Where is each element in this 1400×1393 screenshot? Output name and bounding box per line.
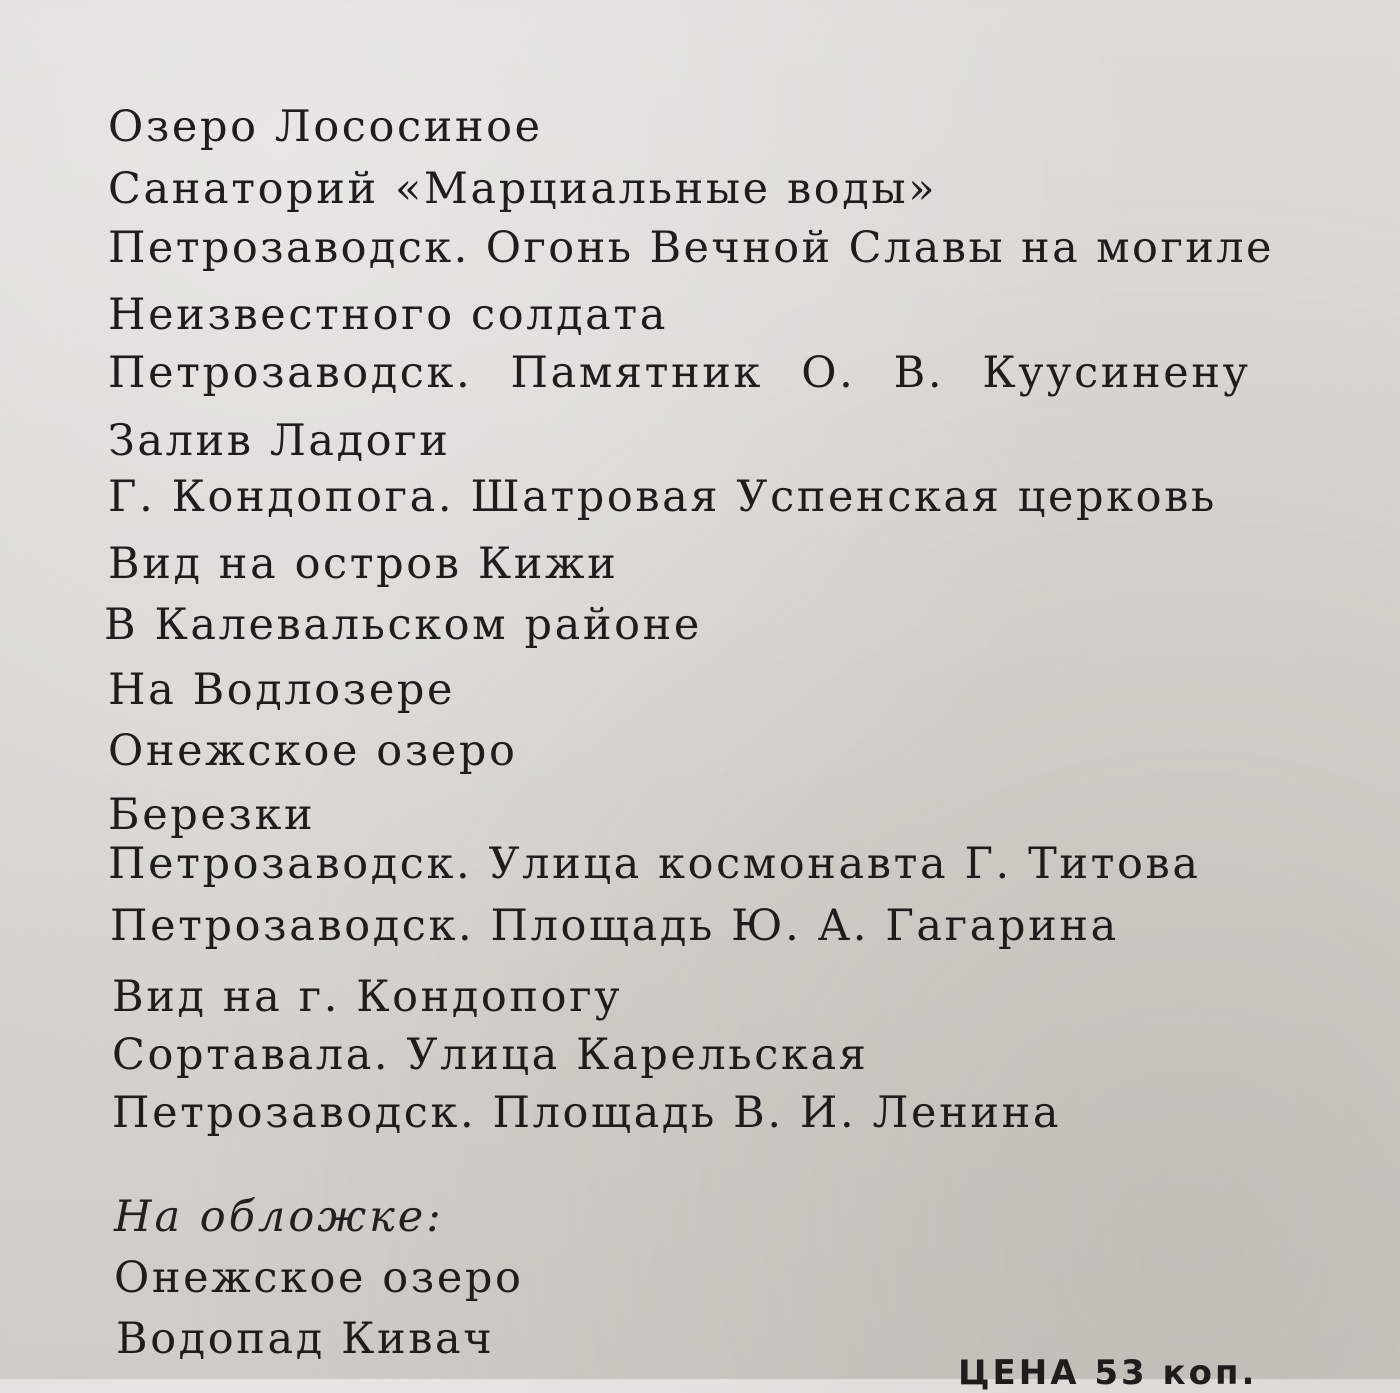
price-label: ЦЕНА 53 коп. <box>958 1353 1258 1393</box>
contents-line: Петрозаводск. Площадь Ю. А. Гагарина <box>110 901 1119 951</box>
contents-line: В Калевальском районе <box>104 600 702 650</box>
contents-line: Санаторий «Марциальные воды» <box>108 164 938 214</box>
contents-line: Неизвестного солдата <box>108 290 669 340</box>
contents-line: Петрозаводск. Огонь Вечной Славы на могиле <box>108 223 1274 273</box>
contents-line: Петрозаводск. Памятник О. В. Куусинену <box>108 348 1251 398</box>
contents-line: Петрозаводск. Улица космонавта Г. Титова <box>108 839 1201 889</box>
cover-heading: На обложке: <box>114 1192 444 1242</box>
contents-line: Вид на г. Кондопогу <box>112 972 623 1022</box>
contents-line: На Водлозере <box>108 665 456 715</box>
contents-line: Сортавала. Улица Карельская <box>112 1030 869 1080</box>
contents-line: Березки <box>108 790 316 840</box>
contents-line: Петрозаводск. Площадь В. И. Ленина <box>112 1088 1062 1138</box>
contents-line: Вид на остров Кижи <box>108 539 619 589</box>
contents-line: Залив Ладоги <box>108 416 451 466</box>
cover-item: Водопад Кивач <box>116 1314 495 1364</box>
contents-line: Озеро Лососиное <box>108 102 543 152</box>
contents-line: Онежское озеро <box>108 726 518 776</box>
contents-line: Г. Кондопога. Шатровая Успенская церковь <box>108 472 1217 522</box>
cover-item: Онежское озеро <box>114 1253 524 1303</box>
